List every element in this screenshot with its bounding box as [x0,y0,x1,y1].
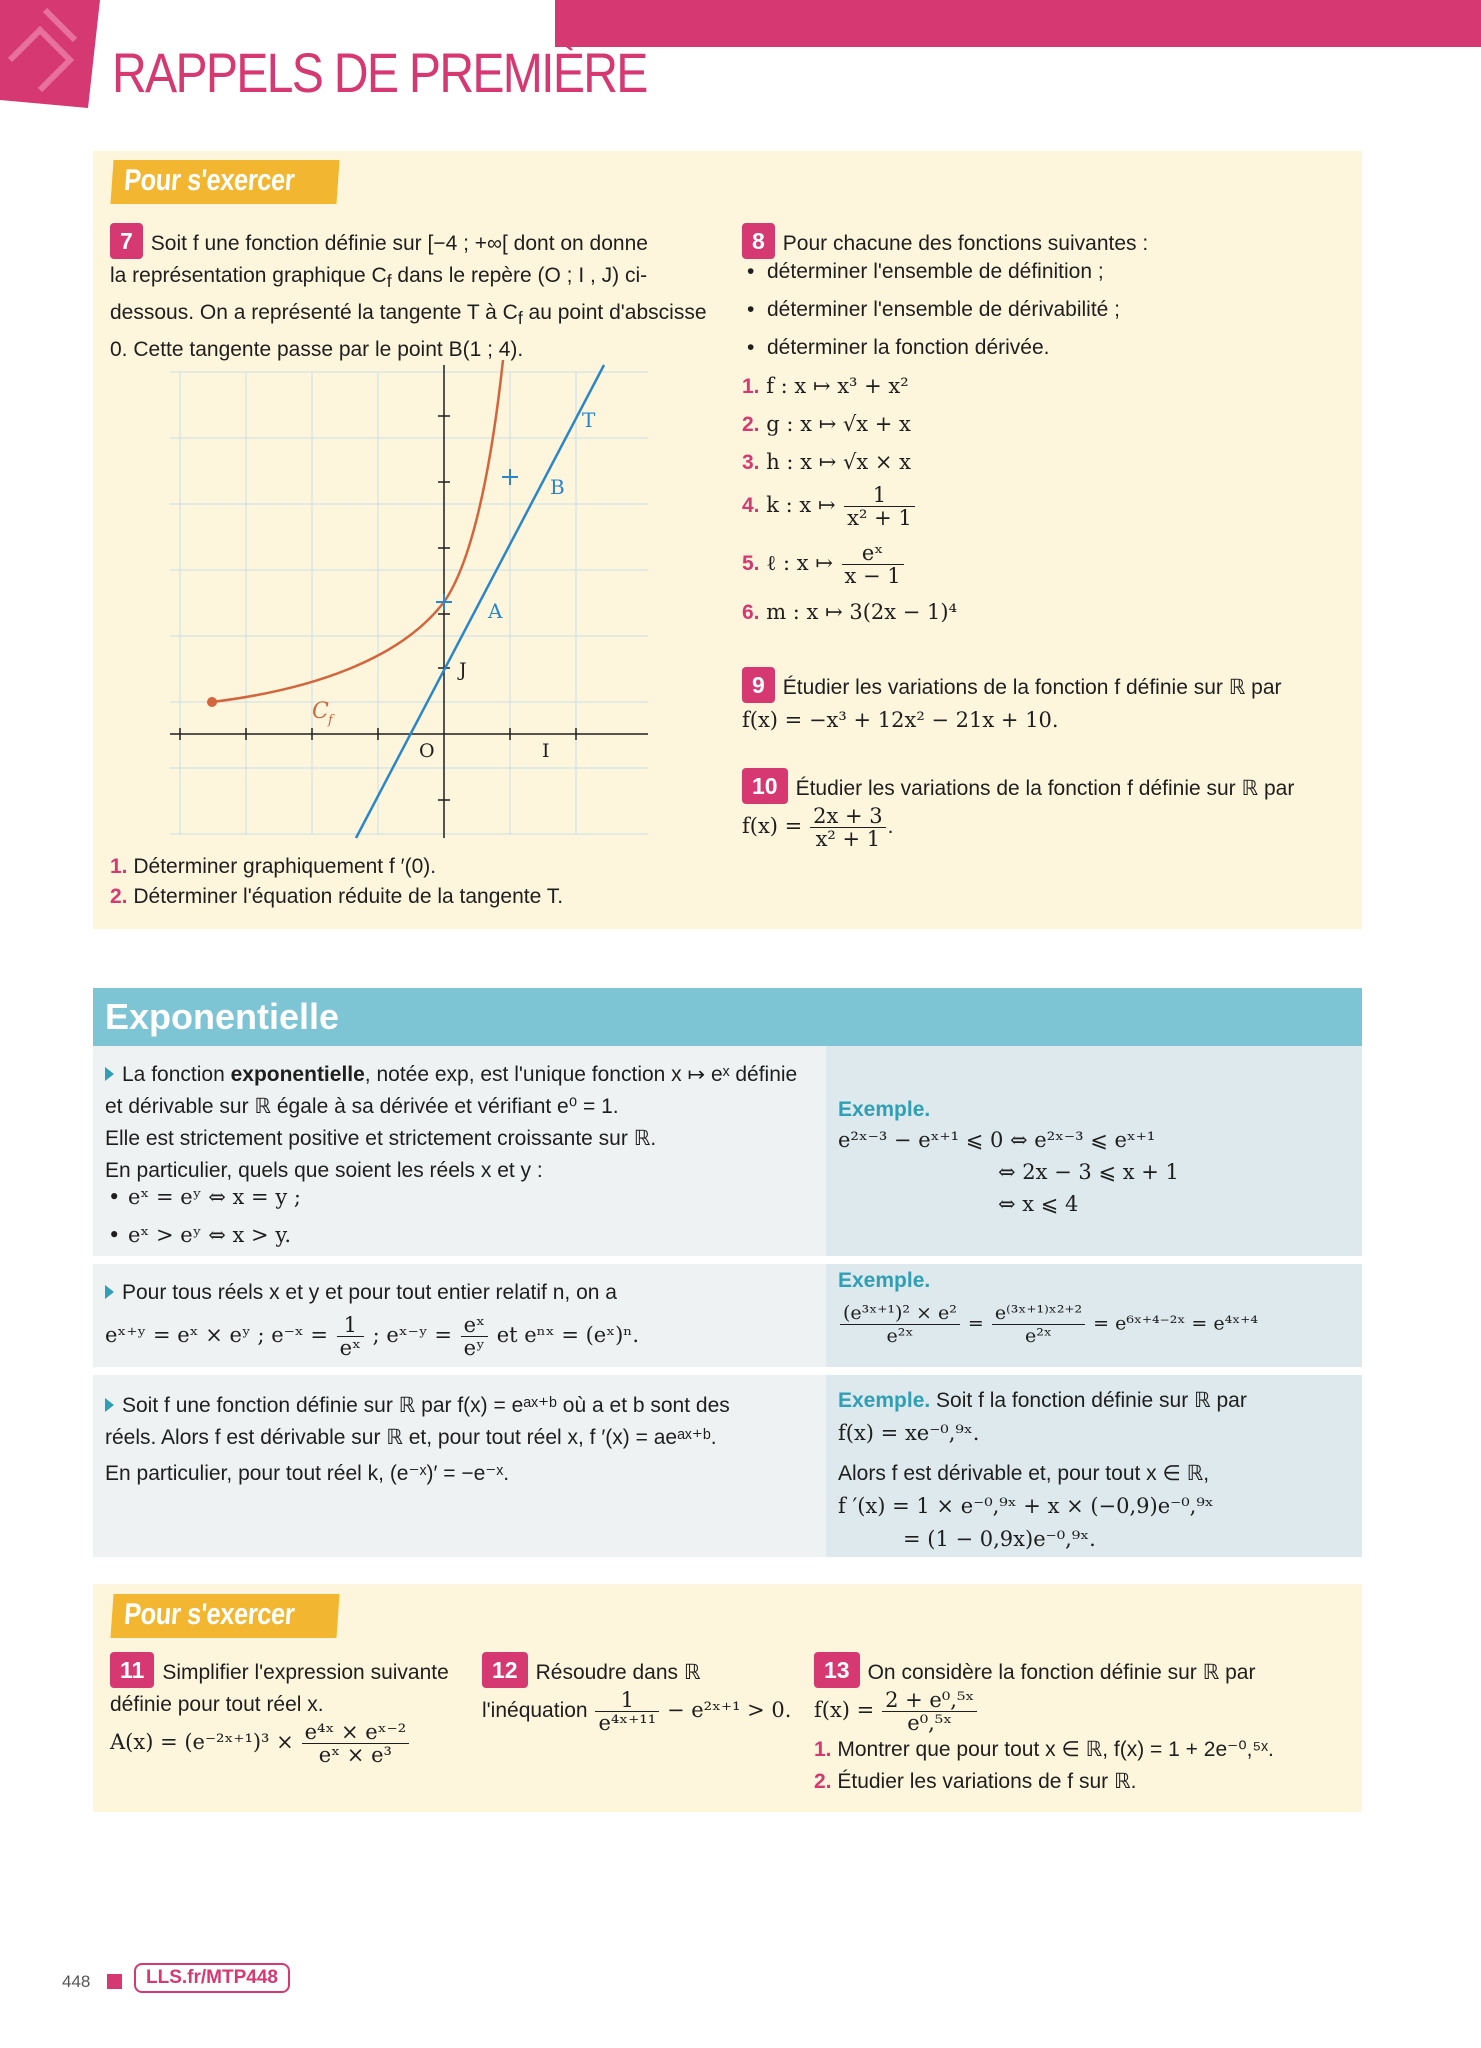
fraction: $\frac{\text{e⁴ˣ × eˣ⁻²}}{\text{eˣ × e³}}$ [302,1721,410,1766]
section-title: Exponentielle [93,988,1362,1046]
exp-algebra-formulas: eˣ⁺ʸ = eˣ × eʸ ; e⁻ˣ = $\frac{1}{\text{eˣ}}$ ; eˣ⁻ʸ = $\frac{\text{eˣ}}{\text{eʸ}}$ et eⁿˣ = (eˣ)ⁿ. [105,1313,640,1360]
fraction: $\frac{1}{\text{eˣ}}$ [337,1314,364,1359]
label-A: A [488,599,503,623]
fraction: $\frac{\text{(e³ˣ⁺¹)² × e²}}{\text{e²ˣ}}$ [840,1302,960,1347]
exercise-8-item: 6. m : x ↦ 3(2x − 1)⁴ [742,600,958,624]
exercise-12: 12 Résoudre dans ℝ l'inéquation $\frac{1}{\text{e⁴ˣ⁺¹¹}}$ − e²ˣ⁺¹ > 0. [482,1652,812,1734]
exercise-8-bullet: • déterminer l'ensemble de définition ; [767,256,1104,288]
label-J: J [459,659,467,681]
exercise-8-intro: 8 Pour chacune des fonctions suivantes : [742,223,1342,260]
exercise-13: 13 On considère la fonction définie sur ℝ par f(x) = $\frac{\text{2 + e⁰,⁵ˣ}}{\text{e⁰,⁵ˣ}}$ 1. Montrer que pour tout x ∈ ℝ, f(x) = 1 + 2e⁻⁰,⁵ˣ. 2. Étudier les variations de f sur ℝ. [814,1652,1354,1798]
exercise-8-item: 2. g : x ↦ √x + x [742,412,911,436]
fraction: $\frac{\text{eˣ}}{x - 1}$ [842,542,904,587]
function-graph [170,360,650,840]
header-bar [555,0,1481,47]
exercise-number: 8 [742,223,775,259]
triangle-bullet-icon [105,1398,114,1412]
example-label: Exemple. [838,1269,931,1292]
tangent-line [356,365,604,838]
footer-link[interactable]: LLS.fr/MTP448 [134,1963,290,1993]
curve-start-point [207,697,217,707]
example-line: ⇔ 2x − 3 ⩽ x + 1 [998,1160,1179,1184]
exercise-9: 9 Étudier les variations de la fonction f définie sur ℝ par f(x) = −x³ + 12x² − 21x + 10. [742,667,1342,737]
exp-property: • eˣ > eʸ ⇔ x > y. [128,1219,291,1251]
exercise-7-questions: 1. Déterminer graphiquement f ′(0). 2. Déterminer l'équation réduite de la tangente T. [110,855,564,908]
corner-decoration [0,0,110,108]
page-number: 448 [62,1972,91,1991]
fraction: $\frac{2x + 3}{\text{x² + 1}}$ [810,805,886,850]
exercise-8-item: 1. f : x ↦ x³ + x² [742,374,909,398]
exercise-number: 7 [110,223,143,259]
exercise-8-item: 5. ℓ : x ↦ $\frac{\text{eˣ}}{x - 1}$ [742,542,906,587]
exp-definition: La fonction exponentielle, notée exp, est l'unique fonction x ↦ eˣ définie et dérivable sur ℝ égale à sa dérivée et vérifiant e⁰ = 1. Elle est strictement positive et strictement croissante sur ℝ. En particulier, quels que soient les réels x et y : [105,1063,798,1182]
label-I: I [542,740,550,762]
exercise-10: 10 Étudier les variations de la fonction f définie sur ℝ par f(x) = $\frac{2x + 3}{\text{x² + 1}}$ . [742,768,1342,850]
label-B: B [550,475,565,499]
exercise-number: 13 [814,1652,860,1688]
curve-cf [212,360,503,702]
exercise-tag-1: Pour s'exercer [110,160,339,204]
exercise-tag-2: Pour s'exercer [110,1594,339,1638]
exercise-8-item: 4. k : x ↦ $\frac{1}{\text{x² + 1}}$ [742,484,917,529]
exercise-8-bullet: • déterminer l'ensemble de dérivabilité ; [767,294,1120,326]
example-line: ⇔ x ⩽ 4 [998,1192,1079,1216]
page-title: RAPPELS DE PREMIÈRE [112,41,647,104]
fraction: $\frac{\text{eˣ}}{\text{eʸ}}$ [461,1314,488,1359]
label-cf-sub: f [328,713,333,728]
triangle-bullet-icon [105,1285,114,1299]
example-line: e²ˣ⁻³ − eˣ⁺¹ ⩽ 0 ⇔ e²ˣ⁻³ ⩽ eˣ⁺¹ [838,1128,1156,1152]
fraction: $\frac{\text{e⁽³ˣ⁺¹⁾ˣ²⁺²}}{\text{e²ˣ}}$ [992,1302,1085,1347]
label-T: T [582,408,596,432]
label-cf: C [312,699,329,724]
fraction: $\frac{\text{2 + e⁰,⁵ˣ}}{\text{e⁰,⁵ˣ}}$ [882,1689,977,1734]
footer-square [107,1974,122,1989]
fraction: $\frac{1}{\text{x² + 1}}$ [844,484,915,529]
exercise-8-bullet: • déterminer la fonction dérivée. [767,332,1050,364]
exercise-11: 11 Simplifier l'expression suivante définie pour tout réel x. A(x) = (e⁻²ˣ⁺¹)³ × $\frac{\text{e⁴ˣ × eˣ⁻²}}{\text{eˣ × e³}}$ [110,1652,470,1766]
exp-property: • eˣ = eʸ ⇔ x = y ; [128,1181,301,1213]
example-line: $\frac{\text{(e³ˣ⁺¹)² × e²}}{\text{e²ˣ}}$ = $\frac{\text{e⁽³ˣ⁺¹⁾ˣ²⁺²}}{\text{e²ˣ}}$ = e⁶ˣ⁺⁴⁻²ˣ = e⁴ˣ⁺⁴ [838,1302,1258,1347]
exercise-7-statement: 7 Soit f une fonction définie sur [−4 ; +∞[ dont on donne la représentation graphique $C_f$ dans le repère (O ; I , J) ci- dessous. On a représenté la tangente T à $C_f$ au point d'abscisse 0. Cette tangente passe par le point B(1 ; 4). [110,223,710,366]
exp-derivative-example: Exemple. Soit f la fonction définie sur ℝ par f(x) = xe⁻⁰,⁹ˣ. Alors f est dérivable et, pour tout x ∈ ℝ, f ′(x) = 1 × e⁻⁰,⁹ˣ + x × (−0,9)e⁻⁰,⁹ˣ = (1 − 0,9x)e⁻⁰,⁹ˣ. [838,1389,1247,1551]
exercise-number: 10 [742,768,788,804]
exp-algebra: Pour tous réels x et y et pour tout entier relatif n, on a [105,1277,820,1309]
exercise-8-item: 3. h : x ↦ √x × x [742,450,911,474]
example-label: Exemple. [838,1098,931,1121]
exercise-number: 11 [110,1652,154,1688]
fraction: $\frac{1}{\text{e⁴ˣ⁺¹¹}}$ [595,1689,659,1734]
exercise-number: 12 [482,1652,528,1688]
triangle-bullet-icon [105,1067,114,1081]
exercise-number: 9 [742,667,775,703]
label-O: O [419,740,435,762]
exp-derivative: Soit f une fonction définie sur ℝ par f(x) = eᵃˣ⁺ᵇ où a et b sont des réels. Alors f est dérivable sur ℝ et, pour tout réel x, f ′(x) = aeᵃˣ⁺ᵇ. En particulier, pour tout réel k, (e⁻ˣ)′ = −e⁻ˣ. [105,1394,730,1485]
